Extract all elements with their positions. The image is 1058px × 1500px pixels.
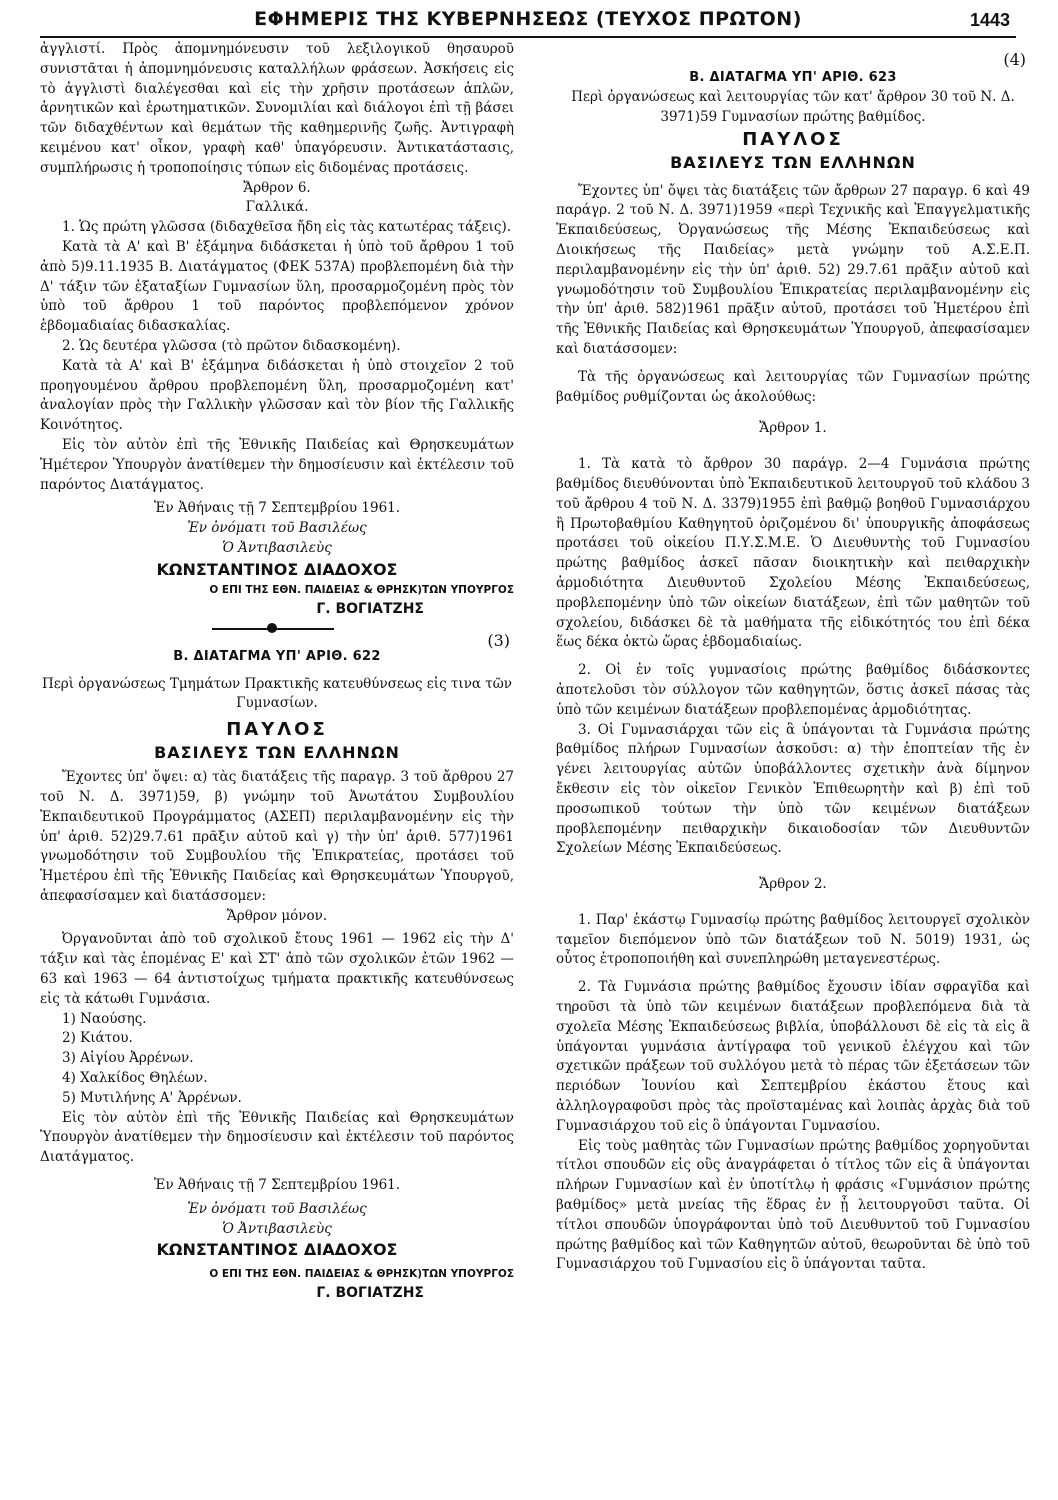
decree-622-subject: Περὶ ὀργανώσεως Τμημάτων Πρακτικῆς κατευθύνσεως εἰς τινα τῶν Γυμνασίων. bbox=[42, 675, 512, 712]
section-divider bbox=[40, 619, 514, 637]
article-6-subject: Γαλλικά. bbox=[245, 199, 309, 216]
list-item: 2) Κιάτου. bbox=[62, 1030, 133, 1047]
right-column bbox=[556, 40, 1030, 1275]
regent-line-2b: Ὁ Ἀντιβασιλεὺς bbox=[222, 1220, 332, 1237]
article-1-para-1: 1. Τὰ κατὰ τὸ ἄρθρον 30 παράγρ. 2—4 Γυμνάσια πρώτης βαθμίδος διευθύνονται ὑπὸ Ἐκπαιδευτικοῦ λειτουργοῦ τοῦ κλάδου 3 τοῦ ἄρθρου 4 τοῦ Ν. Δ. 3379)1955 ἐπὶ βαθμῷ βοηθοῦ Γυμνασιάρχου ἢ Πρωτοβαθμίου Καθηγητοῦ ὁριζομένου δι' ὑπουργικῆς ἀποφάσεως προτάσει τοῦ οἰκείου Π.Υ.Σ.Μ.Ε. Ὁ Διευθυντὴς τοῦ Γυμνασίου πρώτης βαθμίδος ἀσκεῖ πᾶσαν διοικητικὴν καὶ πειθαρχικὴν ἁρμοδιότητα Διευθυντοῦ Σχολείου Μέσης Ἐκπαιδεύσεως, προβλεπομένην ὑπὸ τῶν οἰκείων διατάξεων, ἐπὶ τῶν μαθητῶν τοῦ σχολείου, διδάσκει δὲ τὰ μαθήματα τῆς εἰδικότητός του ἐπὶ δέκα ἕως δέκα ὀκτὼ ὥρας ἑβδομαδιαίως. bbox=[556, 456, 1030, 651]
minister-name-2: Γ. ΒΟΓΙΑΤΖΗΣ bbox=[316, 1285, 424, 1302]
article-2-para-2: 2. Τὰ Γυμνάσια πρώτης βαθμίδος ἔχουσιν ἰδίαν σφραγῖδα καὶ τηροῦσι τὰ ὑπὸ τῶν κειμένων διατάξεων προβλεπόμενα διὰ τὰ σχολεῖα Μέσης Ἐκπαιδεύσεως βιβλία, ὑποβάλλουσι δὲ εἰς τὰ εἰς ἃ ὑπάγονται γυμνάσια ἀντίγραφα τοῦ γενικοῦ ἐλέγχου καὶ τῶν σχετικῶν πράξεων τοῦ συλλόγου μετὰ τὸ πέρας τῶν ἐξετάσεων τῶν περιόδων Ἰουνίου καὶ Σεπτεμβρίου ἑκάστου ἔτους καὶ ἀλληλογραφοῦσι πρὸς τὰς προϊσταμένας καὶ λοιπὰς ἀρχὰς διὰ τοῦ Γυμνασιάρχου τοῦ εἰς ὃ ὑπάγονται Γυμνασίου. bbox=[556, 979, 1030, 1134]
article-2-title: Ἄρθρον 2. bbox=[759, 876, 827, 893]
date-line-2: Ἐν Ἀθήναις τῇ 7 Σεπτεμβρίου 1961. bbox=[153, 1177, 401, 1194]
decree-623-title: Β. ΔΙΑΤΑΓΜΑ ΥΠ' ΑΡΙΘ. 623 bbox=[689, 70, 897, 85]
french-second-language: 2. Ὡς δευτέρα γλῶσσα (τὸ πρῶτον διδασκομένη). bbox=[62, 337, 401, 354]
minister-title: Ο ΕΠΙ ΤΗΣ ΕΘΝ. ΠΑΙΔΕΙΑΣ & ΘΡΗΣΚ)ΤΩΝ ΥΠΟΥΡΓΟΣ bbox=[209, 583, 514, 596]
decree-622-preamble: Ἔχοντες ὑπ' ὄψει: α) τὰς διατάξεις τῆς παραγρ. 3 τοῦ ἄρθρου 27 τοῦ Ν. Δ. 3971)59, β) γνώμην τοῦ Ἀνωτάτου Συμβουλίου Ἐκπαιδευτικοῦ Προγράμματος (ΑΣΕΠ) περιλαμβανομένην εἰς τὴν ὑπ' ἀριθ. 52)29.7.61 πρᾶξιν αὐτοῦ καὶ γ) τὴν ὑπ' ἀριθ. 577)1961 γνωμοδότησιν τοῦ Συμβουλίου τῆς Ἐπικρατείας, προτάσει τοῦ Ἡμετέρου ἐπὶ τῆς Ἐθνικῆς Παιδείας καὶ Θρησκευμάτων Ὑπουργοῦ, ἀπεφασίσαμεν καὶ διατάσσομεν: bbox=[40, 769, 514, 904]
page-header bbox=[40, 4, 1016, 38]
article-1-title: Ἄρθρον 1. bbox=[759, 420, 827, 437]
article-1-para-3: 3. Οἱ Γυμνασιάρχαι τῶν εἰς ἃ ὑπάγονται τὰ Γυμνάσια πρώτης βαθμίδος πλήρων Γυμνασίων ἀσκοῦσι: α) τὴν ἐποπτείαν τῆς ἐν γένει λειτουργίας αὐτῶν ὑποβάλλοντες σχετικὴν ἀνὰ δίμηνον ἔκθεσιν εἰς τὸν οἰκεῖον Γενικὸν Ἐπιθεωρητὴν καὶ β) ἐπὶ τοῦ προσωπικοῦ τούτων τὴν ὑπὸ τῶν κειμένων διατάξεων προβλεπομένην πειθαρχικὴν δικαιοδοσίαν τῶν Διευθυντῶν Σχολείων Μέσης Ἐκπαιδεύσεως. bbox=[556, 721, 1030, 857]
publication-order: Εἰς τὸν αὐτὸν ἐπὶ τῆς Ἐθνικῆς Παιδείας καὶ Θρησκευμάτων Ἡμέτερον Ὑπουργὸν ἀνατίθεμεν τὴν δημοσίευσιν καὶ ἐκτέλεσιν τοῦ παρόντος Διατάγματος. bbox=[40, 436, 514, 493]
list-item: 5) Μυτιλήνης Α' Ἀρρένων. bbox=[62, 1089, 242, 1106]
list-item: 1) Ναούσης. bbox=[62, 1010, 147, 1027]
decree-623-intro: Τὰ τῆς ὀργανώσεως καὶ λειτουργίας τῶν Γυμνασίων πρώτης βαθμίδος ρυθμίζονται ὡς ἀκολούθως: bbox=[556, 368, 1030, 405]
french-first-language-body: Κατὰ τὰ Α' καὶ Β' ἑξάμηνα διδάσκεται ἡ ὑπὸ τοῦ ἄρθρου 1 τοῦ ἀπὸ 5)9.11.1935 Β. Διατάγματος (ΦΕΚ 537Α) προβλεπομένη διὰ τὴν Δ' τάξιν τῶν ἑξαταξίων Γυμνασίων ὕλη, προσαρμοζομένη πρὸς τὸν ὑπὸ τοῦ ἄρθρου 1 τοῦ παρόντος προβλεπόμενον χρόνον ἑβδομαδιαίας διδασκαλίας. bbox=[40, 238, 514, 335]
list-item: 3) Αἰγίου Ἀρρένων. bbox=[62, 1050, 194, 1067]
minister-title-2: Ο ΕΠΙ ΤΗΣ ΕΘΝ. ΠΑΙΔΕΙΑΣ & ΘΡΗΣΚ)ΤΩΝ ΥΠΟΥΡΓΟΣ bbox=[209, 1268, 514, 1281]
list-item: 4) Χαλκίδος Θηλέων. bbox=[62, 1070, 208, 1087]
article-1-para-2: 2. Οἱ ἐν τοῖς γυμνασίοις πρώτης βαθμίδος διδάσκοντες ἀποτελοῦσι τὸν σύλλογον τῶν καθηγητῶν, ὅστις ἀσκεῖ πάσας τὰς ὑπὸ τῶν κειμένων διατάξεων προβλεπομένας ἁρμοδιότητας. bbox=[556, 662, 1030, 718]
decree-623-preamble: Ἔχοντες ὑπ' ὄψει τὰς διατάξεις τῶν ἄρθρων 27 παραγρ. 6 καὶ 49 παράγρ. 2 τοῦ Ν. Δ. 3971)1959 «περὶ Τεχνικῆς καὶ Ἐπαγγελματικῆς Ἐκπαιδεύσεως, Ὀργανώσεως τῆς Μέσης Ἐκπαιδεύσεως καὶ Διοικήσεως τῆς Παιδείας» μετὰ γνώμην τοῦ Α.Σ.Ε.Π. περιλαμβανομένην εἰς τὴν ὑπ' ἀριθ. 52) 29.7.61 πρᾶξιν αὐτοῦ καὶ γνωμοδότησιν τοῦ Συμβουλίου Ἐπικρατείας περιλαμβανομένην εἰς τὴν ὑπ' ἀριθ. 582)1961 πρᾶξιν αὐτοῦ, προτάσει τοῦ Ἡμετέρου ἐπὶ τῆς Ἐθνικῆς Παιδείας καὶ Θρησκευμάτων Ὑπουργοῦ, ἀπεφασίσαμεν καὶ διατάσσομεν: bbox=[556, 182, 1030, 357]
minister-name: Γ. ΒΟΓΙΑΤΖΗΣ bbox=[316, 600, 424, 617]
decree-3-number: (3) bbox=[487, 630, 510, 650]
article-6-title: Ἄρθρον 6. bbox=[243, 179, 311, 196]
french-first-language: 1. Ὡς πρώτη γλῶσσα (διδαχθεῖσα ἤδη εἰς τὰς κατωτέρας τάξεις). bbox=[62, 219, 512, 236]
town-list bbox=[40, 1010, 514, 1109]
king-title-2: ΒΑΣΙΛΕΥΣ ΤΩΝ ΕΛΛΗΝΩΝ bbox=[670, 152, 916, 172]
crown-prince-signature-2: ΚΩΝΣΤΑΝΤΙΝΟΣ ΔΙΑΔΟΧΟΣ bbox=[156, 1240, 398, 1260]
page-number: 1443 bbox=[969, 10, 1010, 30]
article-2-para-1: 1. Παρ' ἑκάστῳ Γυμνασίῳ πρώτης βαθμίδος λειτουργεῖ σχολικὸν ταμεῖον διεπόμενον ὑπὸ τῶν διατάξεων τοῦ Ν. 5019) 1931, ὡς οὗτος ἐτροποποιήθη καὶ συνεπληρώθη μεταγενεστέρως. bbox=[556, 911, 1030, 968]
king-name-2: ΠΑΥΛΟΣ bbox=[742, 128, 844, 150]
king-name: ΠΑΥΛΟΣ bbox=[226, 719, 328, 741]
crown-prince-signature: ΚΩΝΣΤΑΝΤΙΝΟΣ ΔΙΑΔΟΧΟΣ bbox=[156, 559, 398, 579]
left-column bbox=[40, 40, 514, 1303]
king-title: ΒΑΣΙΛΕΥΣ ΤΩΝ ΕΛΛΗΝΩΝ bbox=[154, 743, 400, 763]
decree-623-subject: Περὶ ὀργανώσεως καὶ λειτουργίας τῶν κατ' ἄρθρον 30 τοῦ Ν. Δ. 3971)59 Γυμνασίων πρώτης βαθμίδος. bbox=[571, 89, 1015, 125]
decree-622-article: Ἄρθρον μόνον. bbox=[226, 907, 328, 924]
decree-622-body: Ὀργανοῦνται ἀπὸ τοῦ σχολικοῦ ἔτους 1961 — 1962 εἰς τὴν Δ' τάξιν καὶ τὰς ἑπομένας Ε' καὶ ΣΤ' ἀπὸ τῶν σχολικῶν ἐτῶν 1962 —63 καὶ 1963 — 64 ἀντιστοίχως τμήματα πρακτικῆς κατευθύνσεως εἰς τὰ κάτωθι Γυμνάσια. bbox=[40, 931, 514, 1007]
article-2-para-3: Εἰς τοὺς μαθητὰς τῶν Γυμνασίων πρώτης βαθμίδος χορηγοῦνται τίτλοι σπουδῶν εἰς οὓς ἀναγράφεται ὁ τίτλος τῶν εἰς ἃ ὑπάγονται πλήρων Γυμνασίων καὶ ἐν ὑποτίτλῳ ἡ φράσις «Γυμνάσιον πρώτης βαθμίδος» μετὰ μνείας τῆς ἕδρας ἐν ᾗ λειτουργοῦσι ταῦτα. Οἱ τίτλοι σπουδῶν ὑπογράφονται ὑπὸ τοῦ Διευθυντοῦ τοῦ Γυμνασίου πρώτης βαθμίδος καὶ τῶν Καθηγητῶν αὐτοῦ, θεωροῦνται δὲ ὑπὸ τοῦ Γυμνασιάρχου τοῦ Γυμνασίου εἰς ὃ ὑπάγονται ταῦτα. bbox=[556, 1137, 1030, 1273]
decree-4-number: (4) bbox=[1003, 50, 1026, 69]
french-second-language-body: Κατὰ τὰ Α' καὶ Β' ἑξάμηνα διδάσκεται ἡ ὑπὸ στοιχεῖον 2 τοῦ προηγουμένου ἄρθρου προβλεπομένη ὕλη, προσαρμοζομένη κατ' ἀναλογίαν πρὸς τὴν Γαλλικὴν γλῶσσαν καὶ τὸν βίον τῆς Γαλλικῆς Κοινότητος. bbox=[40, 357, 514, 434]
decree-622-title: Β. ΔΙΑΤΑΓΜΑ ΥΠ' ΑΡΙΘ. 622 bbox=[173, 648, 381, 664]
decree-622-closing: Εἰς τὸν αὐτὸν ἐπὶ τῆς Ἐθνικῆς Παιδείας καὶ Θρησκευμάτων Ὑπουργὸν ἀνατίθεμεν τὴν δημοσίευσιν καὶ ἐκτέλεσιν τοῦ παρόντος Διατάγματος. bbox=[40, 1109, 514, 1166]
gazette-title: ΕΦΗΜΕΡΙΣ ΤΗΣ ΚΥΒΕΡΝΗΣΕΩΣ (ΤΕΥΧΟΣ ΠΡΩΤΟΝ) bbox=[254, 8, 802, 30]
date-line: Ἐν Ἀθήναις τῇ 7 Σεπτεμβρίου 1961. bbox=[153, 500, 401, 517]
regent-line-2: Ὁ Ἀντιβασιλεὺς bbox=[222, 539, 332, 556]
curriculum-english-continued: ἀγγλιστί. Πρὸς ἀπομνημόνευσιν τοῦ λεξιλογικοῦ θησαυροῦ συνιστᾶται ἡ ἀπομνημόνευσις καταλλήλων φράσεων. Ἀσκήσεις εἰς τὸ ἀγγλιστὶ διαλέγεσθαι καὶ εἰς τὴν χρῆσιν προτάσεων ἁπλῶν, ἀρνητικῶν καὶ ἐρωτηματικῶν. Συνομιλίαι καὶ διάλογοι ἐπὶ τῇ βάσει τῶν διδαχθέντων καὶ θεμάτων τῆς καθημερινῆς ζωῆς. Ἀντιγραφὴ κειμένου κατ' οἶκον, γραφὴ καθ' ὑπαγόρευσιν. Ἀντικατάστασις, συμπλήρωσις ἡ τροποποίησις τύπων εἰς διδομένας προτάσεις. bbox=[40, 41, 514, 176]
regent-line-1b: Ἐν ὀνόματι τοῦ Βασιλέως bbox=[187, 1200, 367, 1217]
regent-line-1: Ἐν ὀνόματι τοῦ Βασιλέως bbox=[187, 520, 367, 537]
